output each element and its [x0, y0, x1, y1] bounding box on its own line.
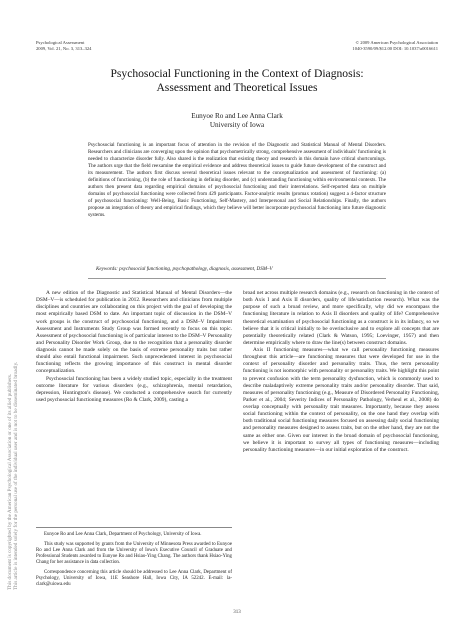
footnote-divider [36, 527, 232, 528]
keywords-text: psychosocial functioning, psychopathology, diagnosis, assessment, DSM–V [117, 266, 273, 272]
author-affiliation: University of Iowa [209, 120, 265, 129]
footnote-affiliation: Eunyoe Ro and Lee Anna Clark, Department of Psychology, University of Iowa. [44, 532, 202, 537]
body-column-left [36, 290, 232, 404]
body-column-right [243, 290, 439, 454]
footnotes [36, 532, 232, 592]
journal-volume: 2009, Vol. 21, No. 3, 313–324 [36, 45, 92, 51]
body-paragraph: A new edition of the Diagnostic and Statistical Manual of Mental Disorders—the DSM–V—is scheduled for publication in 2012. Researchers and clinicians from multiple disciplines and countries are collaborating on this project with the goal of developing the most empirically based DSM to date. An important topic of discussion in the DSM–V work groups is the construct of psychosocial functioning, and a DSM–V Impairment Assessment and Instruments Study Group was formed recently to focus on this topic. Assessment of psychosocial functioning is of particular interest to the DSM–V Personality and Personality Disorder Work Group, due to the recognition that a personality disorder diagnosis cannot be made solely on the basis of extreme personality traits but rather should also entail functional impairment. Such unprecedented interest in psychosocial functioning reflects the growing importance of this construct in mental disorder conceptualization. [36, 290, 232, 375]
watermark-line-2: This article is intended solely for the personal use of the individual user and is not to be disseminated broadly. [13, 361, 19, 590]
copyright-line: © 2009 American Psychological Association [355, 40, 438, 45]
abstract: Psychosocial functioning is an important focus of attention in the revision of the Diagnostic and Statistical Manual of Mental Disorders. Researchers and clinicians are converging upon the opinion that psychometrically strong, comprehensive assessment of individuals' functioning is needed to characterize disorder fully. Also shared is the realization that existing theory and research in this domain have critical shortcomings. The authors urge that the field reexamine the empirical evidence and address theoretical issues to guide future development of the construct and its measurement. The authors first discuss several theoretical issues relevant to the conceptualization and assessment of functioning: (a) definitions of functioning, (b) the role of functioning in defining disorder, and (c) understanding functioning within environmental contexts. The authors then present data regarding empirical domains of psychosocial functioning and their interrelations. Self-reported data on multiple domains of psychosocial functioning were collected from 429 participants. Factor-analytic results (promax rotation) suggest a 4-factor structure of psychosocial functioning: Well-Being, Basic Functioning, Self-Mastery, and Interpersonal and Social Relationships. Finally, the authors propose an integration of theory and empirical findings, which they believe will better incorporate psychosocial functioning into future diagnostic systems. [88, 142, 386, 218]
title-line-1: Psychosocial Functioning in the Context of Diagnosis: [110, 67, 364, 80]
keywords [96, 266, 388, 273]
footnote-funding: This study was supported by grants from the University of Minnesota Press awarded to Eunyoe Ro and Lee Anna Clark and from the University of Iowa's Executive Council of Graduate and Professional Students awarded to Eunyoe Ro and Hsiao-Ying Chang. The authors thank Hsiao-Ying Chang for her assistance in data collection. [36, 541, 232, 566]
footnote-correspondence: Correspondence concerning this article should be addressed to Lee Anna Clark, Department of Psychology, University of Iowa, 11E Seashore Hall, Iowa City, IA 52242. E-mail: la-clark@uiowa.edu [36, 570, 232, 588]
page-number: 313 [233, 610, 241, 615]
doi-line: 1040-3590/09/$12.00 DOI: 10.1037/a0016611 [352, 45, 438, 51]
watermark-line-1: This document is copyrighted by the American Psychological Association or one of its allied publishers. [7, 373, 13, 590]
paper-title [40, 67, 434, 95]
journal-name: Psychological Assessment [36, 40, 85, 45]
body-paragraph: Psychosocial functioning has been a widely studied topic, especially in the treatment outcome literature for various disorders (e.g., schizophrenia, mental retardation, depression, Huntington's disease). We conducted a comprehensive search for currently used psychosocial functioning measures (Ro & Clark, 2009), casting a [36, 375, 232, 403]
body-paragraph: broad net across multiple research domains (e.g., research on functioning in the context of both Axis I and Axis II disorders, quality of life/satisfaction research). What was the purpose of such a broad review, and more specifically, why did we encompass the functioning literature in relation to Axis II disorders and quality of life? Comprehensive theoretical examination of psychosocial functioning as a construct is in its infancy, so we believe that it is critical initially to be overinclusive and to explore all concepts that are potentially theoretically related (Clark & Watson, 1995; Loevinger, 1957) and then determine empirically where to draw the line(s) between construct domains. [243, 290, 439, 346]
copyright-block [352, 40, 438, 51]
author-names: Eunyoe Ro and Lee Anna Clark [191, 112, 283, 120]
body-paragraph: Axis II functioning measures—what we call personality functioning measures throughout this article—are functioning measures that were developed for use in the context of personality disorder and personality traits. Thus, the term personality functioning is not isomorphic with personality or personality traits. We highlight this point to prevent confusion with the term personality dysfunction, which is commonly used to describe maladaptively extreme personality traits and/or personality disorder. That said, measures of personality functioning (e.g., Measure of Disordered Personality Functioning, Parker et al., 2004; Severity Indices of Personality Pathology, Verheul et al., 2008) do overlap conceptually with personality trait measures. Importantly, because they assess social functioning within the context of personality, on the one hand they overlap with both traditional social functioning measures focused on assessing daily social functioning and personality measures designed to assess traits, but on the other hand, they are not the same as either one. Given our interest in the broad domain of psychosocial functioning, we believe it is important to survey all types of functioning measures—including personality functioning measures—in our initial exploration of the construct. [243, 347, 439, 453]
abstract-divider [88, 278, 386, 279]
keywords-label: Keywords: [96, 266, 118, 272]
journal-citation [36, 40, 91, 51]
title-line-2: Assessment and Theoretical Issues [156, 81, 318, 94]
copyright-watermark [6, 70, 18, 590]
author-block [40, 112, 434, 130]
